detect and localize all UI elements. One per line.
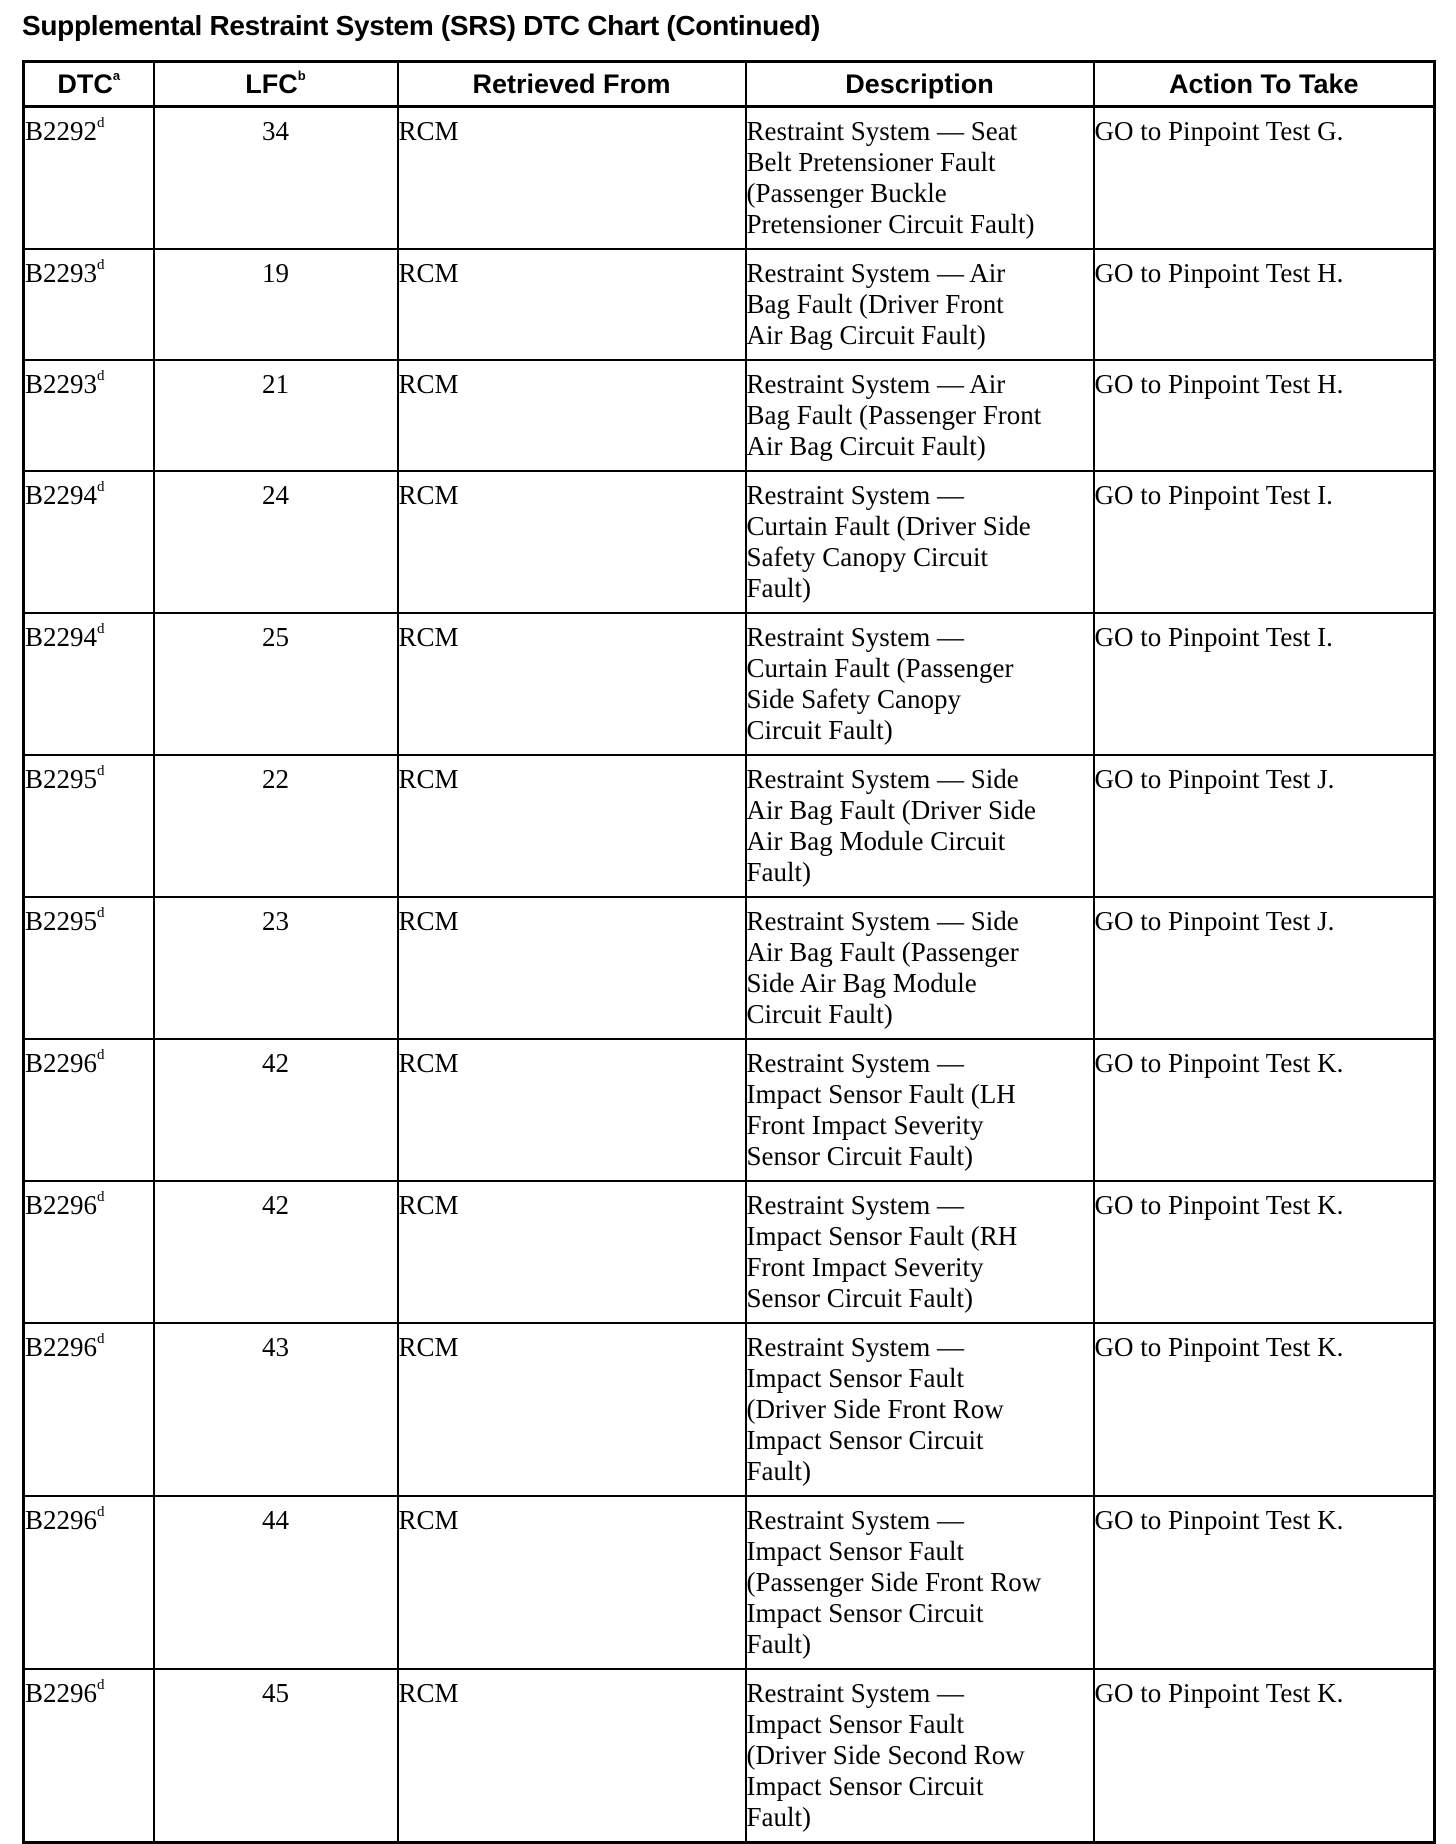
table-row [24,613,1435,755]
dtc-code: B2296 [25,1678,98,1708]
retrieved-from-cell: RCM [398,471,746,613]
description-line: Restraint System — Side [746,764,1019,794]
lfc-cell: 19 [154,249,398,360]
table-header-row [24,62,1435,107]
description-line: Air Bag Circuit Fault) [746,431,986,461]
description-line: Air Bag Module Circuit [746,826,1006,856]
description-line: (Driver Side Second Row [746,1740,1025,1770]
description-cell [746,249,1094,360]
dtc-code: B2292 [25,116,98,146]
description-cell [746,107,1094,250]
action-cell: GO to Pinpoint Test H. [1094,360,1435,471]
footnote-marker: b [297,67,306,83]
footnote-marker: d [97,1047,105,1063]
action-cell: GO to Pinpoint Test G. [1094,107,1435,250]
description-line: (Passenger Side Front Row [746,1567,1042,1597]
description-line: Impact Sensor Fault [746,1536,964,1566]
description-line: Side Safety Canopy [746,684,961,714]
column-header-action: Action To Take [1094,62,1435,107]
description-line: Restraint System — [746,1678,964,1708]
dtc-code: B2294 [25,622,98,652]
description-line: Impact Sensor Circuit [746,1771,984,1801]
dtc-code: B2293 [25,369,98,399]
lfc-cell: 44 [154,1496,398,1669]
description-line: Air Bag Circuit Fault) [746,320,986,350]
description-line: Impact Sensor Circuit [746,1425,984,1455]
description-line: Impact Sensor Circuit [746,1598,984,1628]
dtc-code: B2296 [25,1048,98,1078]
dtc-code: B2296 [25,1505,98,1535]
dtc-code-cell [24,471,154,613]
column-header-lfc: LFC$^b$ [154,62,398,107]
description-line: Fault) [746,1629,811,1659]
description-line: Restraint System — [746,1190,964,1220]
dtc-code: B2295 [25,906,98,936]
description-line: Fault) [746,1456,811,1486]
description-line: Curtain Fault (Driver Side [746,511,1031,541]
retrieved-from-cell: RCM [398,1323,746,1496]
action-cell: GO to Pinpoint Test K. [1094,1039,1435,1181]
dtc-chart-table [22,60,1436,1844]
footnote-marker: d [97,1189,105,1205]
description-line: Impact Sensor Fault [746,1363,964,1393]
description-cell [746,897,1094,1039]
description-line: Belt Pretensioner Fault [746,147,996,177]
table-row [24,1669,1435,1843]
dtc-code-cell [24,1669,154,1843]
lfc-cell: 25 [154,613,398,755]
dtc-code-cell [24,1323,154,1496]
action-cell: GO to Pinpoint Test J. [1094,755,1435,897]
description-line: Circuit Fault) [746,715,893,745]
dtc-code-cell [24,1039,154,1181]
dtc-code-cell [24,755,154,897]
dtc-code: B2294 [25,480,98,510]
table-row [24,1323,1435,1496]
description-line: Bag Fault (Driver Front [746,289,1004,319]
retrieved-from-cell: RCM [398,1181,746,1323]
footnote-marker: a [112,67,121,83]
footnote-marker: d [97,1677,105,1693]
description-line: Restraint System — [746,622,964,652]
description-line: Impact Sensor Fault (LH [746,1079,1016,1109]
description-line: Fault) [746,1802,811,1832]
description-cell [746,1039,1094,1181]
table-row [24,1496,1435,1669]
action-cell: GO to Pinpoint Test J. [1094,897,1435,1039]
description-line: Front Impact Severity [746,1110,984,1140]
column-header-description: Description [746,62,1094,107]
table-row [24,107,1435,250]
description-line: Restraint System — [746,480,964,510]
lfc-cell: 42 [154,1039,398,1181]
description-line: Air Bag Fault (Passenger [746,937,1019,967]
table-row [24,471,1435,613]
retrieved-from-cell: RCM [398,1669,746,1843]
table-row [24,755,1435,897]
footnote-marker: d [97,115,105,131]
lfc-cell: 42 [154,1181,398,1323]
table-row [24,1181,1435,1323]
description-line: Sensor Circuit Fault) [746,1283,973,1313]
description-line: Air Bag Fault (Driver Side [746,795,1036,825]
description-line: Impact Sensor Fault [746,1709,964,1739]
retrieved-from-cell: RCM [398,755,746,897]
action-cell: GO to Pinpoint Test I. [1094,471,1435,613]
dtc-code: B2293 [25,258,98,288]
description-line: Curtain Fault (Passenger [746,653,1014,683]
description-line: (Passenger Buckle [746,178,947,208]
description-line: (Driver Side Front Row [746,1394,1004,1424]
dtc-code-cell [24,1496,154,1669]
footnote-marker: d [97,257,105,273]
description-cell [746,471,1094,613]
description-line: Restraint System — Air [746,369,1006,399]
description-line: Restraint System — Side [746,906,1019,936]
description-line: Sensor Circuit Fault) [746,1141,973,1171]
retrieved-from-cell: RCM [398,249,746,360]
retrieved-from-cell: RCM [398,613,746,755]
table-body [24,107,1435,1843]
dtc-code-cell [24,613,154,755]
dtc-code: B2295 [25,764,98,794]
description-line: Restraint System — [746,1048,964,1078]
column-header-dtc: DTC$^a$ [24,62,154,107]
retrieved-from-cell: RCM [398,897,746,1039]
description-line: Safety Canopy Circuit [746,542,988,572]
description-cell [746,613,1094,755]
description-line: Restraint System — [746,1505,964,1535]
dtc-code-cell [24,107,154,250]
action-cell: GO to Pinpoint Test K. [1094,1323,1435,1496]
retrieved-from-cell: RCM [398,107,746,250]
retrieved-from-cell: RCM [398,360,746,471]
lfc-cell: 45 [154,1669,398,1843]
table-row [24,1039,1435,1181]
retrieved-from-cell: RCM [398,1039,746,1181]
dtc-code-cell [24,360,154,471]
lfc-cell: 43 [154,1323,398,1496]
description-cell [746,1669,1094,1843]
description-cell [746,1181,1094,1323]
description-line: Fault) [746,573,811,603]
lfc-cell: 22 [154,755,398,897]
description-line: Restraint System — Air [746,258,1006,288]
action-cell: GO to Pinpoint Test K. [1094,1496,1435,1669]
lfc-cell: 21 [154,360,398,471]
description-line: Fault) [746,857,811,887]
footnote-marker: d [97,1331,105,1347]
lfc-cell: 24 [154,471,398,613]
description-line: Pretensioner Circuit Fault) [746,209,1035,239]
dtc-code: B2296 [25,1332,98,1362]
footnote-marker: d [97,763,105,779]
footnote-marker: d [97,368,105,384]
description-cell [746,360,1094,471]
dtc-code-cell [24,897,154,1039]
lfc-cell: 23 [154,897,398,1039]
footnote-marker: d [97,621,105,637]
table-row [24,360,1435,471]
description-cell [746,755,1094,897]
column-header-retrieved-from: Retrieved From [398,62,746,107]
description-line: Side Air Bag Module [746,968,977,998]
action-cell: GO to Pinpoint Test K. [1094,1181,1435,1323]
footnote-marker: d [97,905,105,921]
table-row [24,249,1435,360]
description-line: Circuit Fault) [746,999,893,1029]
description-line: Bag Fault (Passenger Front [746,400,1042,430]
footnote-marker: d [97,479,105,495]
description-cell [746,1496,1094,1669]
dtc-code-cell [24,249,154,360]
description-line: Front Impact Severity [746,1252,984,1282]
description-line: Impact Sensor Fault (RH [746,1221,1018,1251]
retrieved-from-cell: RCM [398,1496,746,1669]
dtc-code-cell [24,1181,154,1323]
page-title: Supplemental Restraint System (SRS) DTC Chart (Continued) [22,10,821,41]
action-cell: GO to Pinpoint Test I. [1094,613,1435,755]
dtc-code: B2296 [25,1190,98,1220]
description-cell [746,1323,1094,1496]
description-line: Restraint System — [746,1332,964,1362]
table-row [24,897,1435,1039]
description-line: Restraint System — Seat [746,116,1018,146]
footnote-marker: d [97,1504,105,1520]
action-cell: GO to Pinpoint Test K. [1094,1669,1435,1843]
action-cell: GO to Pinpoint Test H. [1094,249,1435,360]
lfc-cell: 34 [154,107,398,250]
